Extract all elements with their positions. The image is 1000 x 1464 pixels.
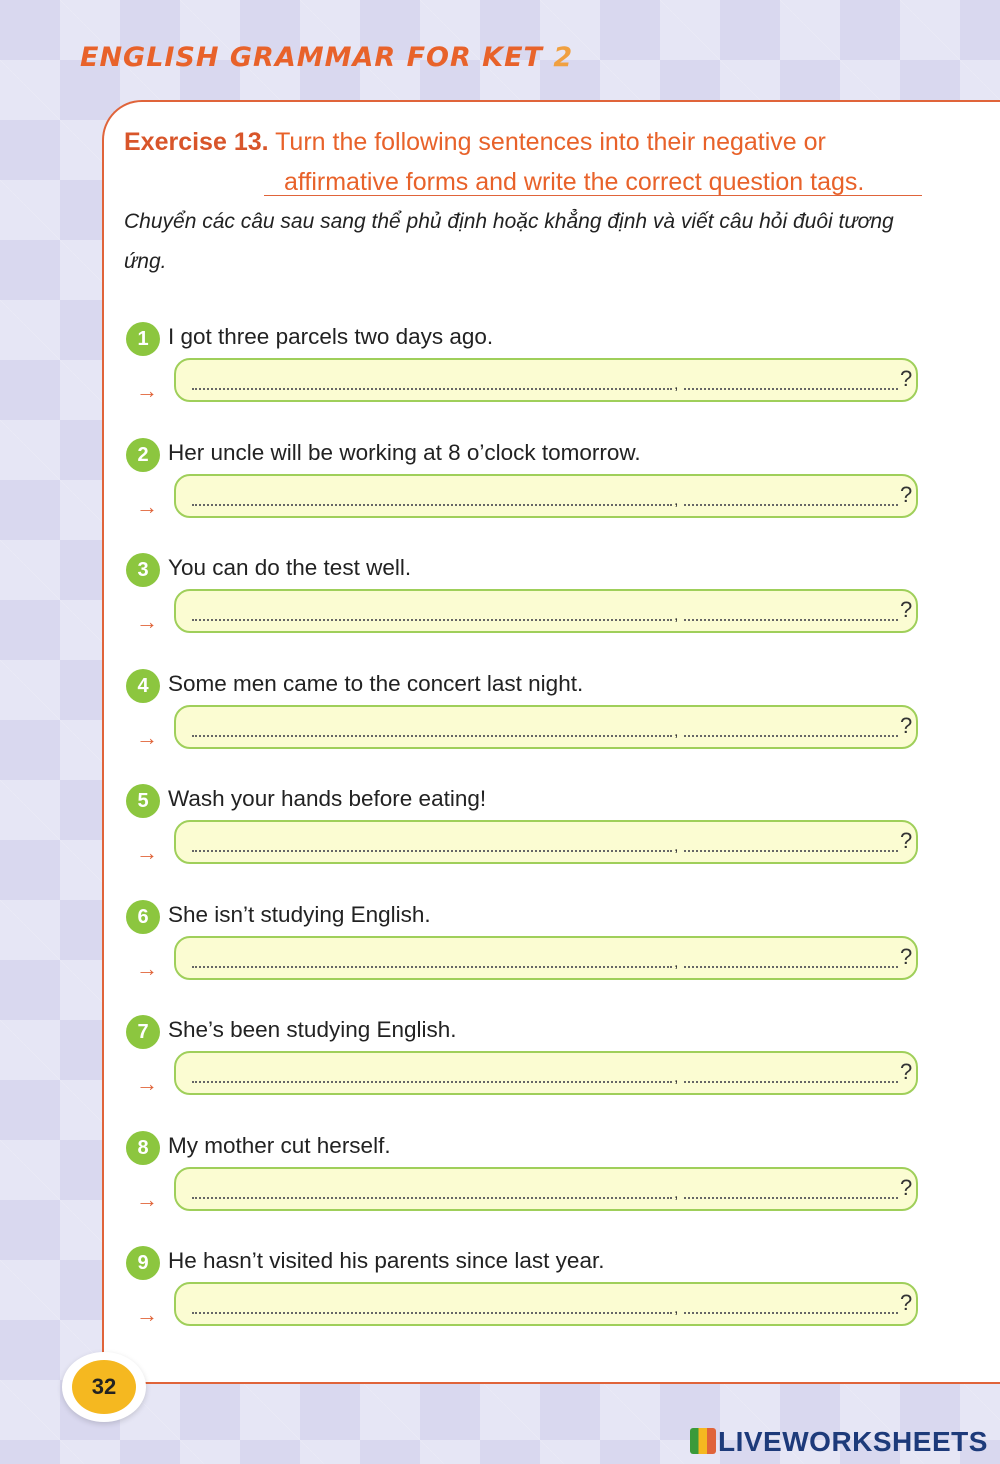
answer-comma: , <box>674 607 679 624</box>
answer-question-mark: ? <box>900 481 913 507</box>
answer-comma: , <box>674 722 679 740</box>
answer-line-tag <box>684 1312 898 1314</box>
answer-field[interactable] <box>174 1051 918 1095</box>
item-number-badge: 7 <box>126 1015 160 1049</box>
item-sentence: I got three parcels two days ago. <box>168 324 494 349</box>
exercise-item <box>126 1246 926 1361</box>
answer-line-statement <box>192 735 672 737</box>
answer-question-mark: ? <box>900 1059 913 1084</box>
exercise-item <box>126 553 926 668</box>
exercise-card <box>102 100 1000 1382</box>
item-number-badge: 3 <box>126 553 160 587</box>
item-sentence: Some men came to the concert last night. <box>168 670 584 696</box>
arrow-icon: → <box>136 840 158 865</box>
answer-field[interactable] <box>174 1167 918 1211</box>
answer-line-tag <box>684 850 898 852</box>
item-number-badge: 5 <box>126 784 160 818</box>
answer-question-mark: ? <box>900 943 913 969</box>
item-sentence: My mother cut herself. <box>168 1132 391 1158</box>
answer-question-mark: ? <box>900 366 913 391</box>
book-number: 2 <box>553 42 574 73</box>
item-number-badge: 4 <box>126 669 160 703</box>
page-number: 32 <box>72 1360 136 1414</box>
answer-line-statement <box>192 619 672 621</box>
brand <box>690 1426 988 1458</box>
exercise-title-line2: affirmative forms and write the correct question tags. <box>284 168 865 196</box>
answer-line-statement <box>192 850 672 852</box>
item-number-badge: 9 <box>126 1246 160 1280</box>
item-sentence: Wash your hands before eating! <box>168 786 487 811</box>
arrow-icon: → <box>136 724 158 750</box>
footer-divider <box>140 1382 1000 1384</box>
exercise-item <box>126 900 926 1015</box>
arrow-icon: → <box>136 955 158 981</box>
answer-field[interactable] <box>174 589 918 633</box>
item-number-badge: 6 <box>126 900 160 934</box>
answer-comma: , <box>674 1184 679 1202</box>
exercise-item <box>126 322 926 437</box>
answer-line-statement <box>192 1312 672 1314</box>
exercise-item <box>126 784 926 899</box>
brand-text: LIVEWORKSHEETS <box>718 1426 988 1457</box>
exercise-subtitle: Chuyển các câu sau sang thể phủ định hoặc khẳng định và viết câu hỏi đuôi tương ứng. <box>124 210 894 273</box>
answer-question-mark: ? <box>900 712 913 738</box>
arrow-icon: → <box>136 1071 158 1096</box>
book-title <box>80 42 573 73</box>
item-sentence: She isn’t studying English. <box>168 901 431 927</box>
answer-line-tag <box>684 1081 898 1083</box>
item-sentence: He hasn’t visited his parents since last year. <box>168 1248 605 1273</box>
answer-line-tag <box>684 619 898 621</box>
item-number-badge: 2 <box>126 438 160 472</box>
answer-field[interactable] <box>174 820 918 864</box>
answer-question-mark: ? <box>900 1174 913 1200</box>
answer-line-statement <box>192 388 672 390</box>
answer-line-statement <box>192 1081 672 1083</box>
answer-line-tag <box>684 735 898 737</box>
answer-question-mark: ? <box>900 597 913 622</box>
answer-field[interactable] <box>174 705 918 749</box>
exercise-heading <box>124 122 924 202</box>
exercise-item <box>126 438 926 553</box>
book-title-text: ENGLISH GRAMMAR FOR KET <box>80 42 543 73</box>
answer-field[interactable] <box>174 936 918 980</box>
arrow-icon: → <box>136 609 158 634</box>
answer-line-tag <box>684 504 898 506</box>
answer-question-mark: ? <box>900 1290 913 1315</box>
liveworksheets-logo-icon <box>690 1428 716 1454</box>
answer-line-tag <box>684 388 898 390</box>
answer-line-tag <box>684 966 898 968</box>
answer-question-mark: ? <box>900 828 913 853</box>
answer-comma: , <box>674 376 679 393</box>
exercise-item <box>126 669 926 784</box>
arrow-icon: → <box>136 378 158 403</box>
arrow-icon: → <box>136 493 158 519</box>
answer-comma: , <box>674 953 679 971</box>
answer-comma: , <box>674 838 679 855</box>
exercise-label: Exercise 13. <box>124 128 269 156</box>
answer-comma: , <box>674 1300 679 1317</box>
arrow-icon: → <box>136 1186 158 1212</box>
item-sentence: Her uncle will be working at 8 o’clock tomorrow. <box>168 439 641 465</box>
arrow-icon: → <box>136 1302 158 1327</box>
answer-field[interactable] <box>174 474 918 518</box>
exercise-title-line1: Turn the following sentences into their negative or <box>275 128 826 156</box>
exercise-item <box>126 1015 926 1130</box>
page-number-badge <box>62 1352 146 1422</box>
answer-line-statement <box>192 504 672 506</box>
exercise-item <box>126 1131 926 1246</box>
item-number-badge: 1 <box>126 322 160 356</box>
answer-comma: , <box>674 491 679 509</box>
answer-line-tag <box>684 1197 898 1199</box>
answer-line-statement <box>192 1197 672 1199</box>
answer-comma: , <box>674 1069 679 1086</box>
item-sentence: She’s been studying English. <box>168 1017 457 1042</box>
item-sentence: You can do the test well. <box>168 555 412 580</box>
answer-field[interactable] <box>174 1282 918 1326</box>
answer-line-statement <box>192 966 672 968</box>
heading-divider <box>264 195 922 196</box>
item-number-badge: 8 <box>126 1131 160 1165</box>
answer-field[interactable] <box>174 358 918 402</box>
